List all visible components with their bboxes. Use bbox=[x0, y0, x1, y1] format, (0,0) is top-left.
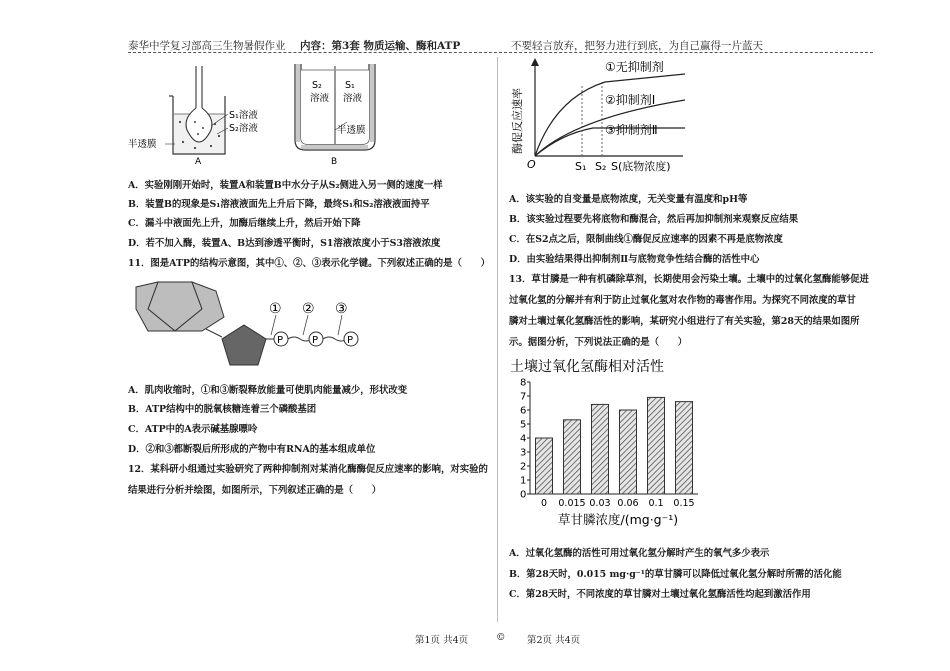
q11-option-b: B．ATP结构中的脱氧核糖连着三个磷酸基团 bbox=[128, 404, 317, 415]
label-device-b: B bbox=[331, 157, 338, 167]
y-tick-label: 5 bbox=[520, 419, 527, 431]
bar-0.15 bbox=[676, 402, 693, 494]
footer-page-1: 第1页 共4页 bbox=[415, 635, 469, 646]
chart-axes bbox=[530, 382, 698, 494]
q12-option-a: A．该实验的自变量是底物浓度，无关变量有温度和pH等 bbox=[509, 194, 748, 205]
bond-label-2: ② bbox=[302, 301, 315, 317]
inhibitor-figure bbox=[505, 58, 695, 178]
footer-page-2: 第2页 共4页 bbox=[527, 635, 581, 646]
bar-0.1 bbox=[648, 397, 665, 494]
x-tick-label: 0.15 bbox=[673, 498, 695, 509]
y-tick-label: 1 bbox=[520, 475, 527, 487]
y-tick-label: 7 bbox=[520, 391, 527, 403]
bar-0 bbox=[536, 438, 553, 494]
q11-stem: 11．图是ATP的结构示意图，其中①、②、③表示化学键。下列叙述正确的是（ ） bbox=[128, 258, 490, 269]
label-b-s2-solution: 溶液 bbox=[310, 93, 330, 104]
q12-stem-line-1: 12．某科研小组通过实验研究了两种抑制剂对某消化酶酶促反应速率的影响，对实验的 bbox=[128, 464, 488, 475]
y-axis-label: 酶促反应速率 bbox=[511, 88, 524, 154]
q11-option-c: C．ATP中的A表示碱基腺嘌呤 bbox=[128, 424, 258, 435]
header-divider bbox=[128, 52, 873, 53]
ribose-pentagon bbox=[222, 325, 266, 365]
q10-option-b: B．装置B的现象是S₁溶液液面先上升后下降，最终S₁和S₂溶液液面持平 bbox=[128, 199, 430, 210]
y-tick-label: 0 bbox=[520, 489, 527, 501]
label-device-a: A bbox=[195, 157, 202, 167]
y-tick-label: 3 bbox=[520, 447, 527, 459]
x-tick-label: 0.1 bbox=[648, 498, 664, 509]
label-s2-solution: S₂溶液 bbox=[229, 123, 258, 134]
bar-0.06 bbox=[620, 410, 637, 494]
bar-0.015 bbox=[564, 420, 581, 494]
s1-label: S₁ bbox=[575, 160, 587, 173]
q12-option-c: C．在S2点之后，限制曲线①酶促反应速率的因素不再是底物浓度 bbox=[509, 234, 783, 245]
q13-stem-line-1: 13．草甘膦是一种有机磷除草剂，长期使用会污染土壤。土壤中的过氧化氢酶能够促进 bbox=[509, 274, 869, 285]
header-school: 泰华中学复习部高三生物暑假作业 bbox=[128, 40, 286, 52]
chart-x-label: 草甘膦浓度/(mg·g⁻¹) bbox=[558, 512, 679, 527]
q10-option-a: A．实验刚刚开始时，装置A和装置B中水分子从S₂侧进入另一侧的速度一样 bbox=[128, 180, 443, 191]
label-b-s1-solution: 溶液 bbox=[343, 93, 363, 104]
curve-3-label: ③抑制剂Ⅱ bbox=[605, 123, 658, 137]
q13-option-b: B．第28天时，0.015 mg·g⁻¹的草甘膦可以降低过氧化氢分解时所需的活化能 bbox=[509, 569, 842, 580]
phosphate-label-2: P bbox=[312, 335, 319, 346]
header-motto: 不要轻言放弃，把努力进行到底，为自己赢得一片蓝天 bbox=[511, 40, 763, 52]
q13-stem-line-2: 过氧化氢的分解并有利于防止过氧化氢对农作物的毒害作用。为探究不同浓度的草甘 bbox=[509, 295, 856, 306]
s2-label: S₂ bbox=[595, 160, 607, 173]
y-tick-label: 8 bbox=[520, 377, 527, 389]
label-b-s1: S₁ bbox=[345, 80, 355, 91]
chart-title: 土壤过氧化氢酶相对活性 bbox=[510, 359, 664, 375]
q12-stem-line-2: 结果进行分析并绘图，如图所示，下列叙述正确的是（ ） bbox=[128, 485, 382, 496]
label-b-s2: S₂ bbox=[312, 80, 322, 91]
q11-option-a: A．肌肉收缩时，①和③断裂释放能量可使肌肉能量减少，形状改变 bbox=[128, 385, 408, 396]
q13-option-a: A．过氧化氢酶的活性可用过氧化氢分解时产生的氧气多少表示 bbox=[509, 548, 770, 559]
x-tick-label: 0.06 bbox=[617, 498, 639, 509]
q13-option-c: C．第28天时，不同浓度的草甘膦对土壤过氧化氢酶活性均起到激活作用 bbox=[509, 589, 811, 600]
x-tick-label: 0 bbox=[540, 498, 548, 509]
phosphate-label-1: P bbox=[277, 335, 284, 346]
bond-label-1: ① bbox=[269, 301, 282, 317]
x-tick-label: 0.015 bbox=[558, 498, 586, 509]
atp-structure-figure bbox=[128, 273, 368, 373]
x-axis-label: S(底物浓度) bbox=[611, 160, 671, 173]
header-content: 内容：第3套 物质运输、酶和ATP bbox=[300, 40, 461, 52]
device-a bbox=[165, 66, 228, 154]
bond-label-3: ③ bbox=[335, 301, 348, 317]
label-membrane-b: 半透膜 bbox=[337, 125, 366, 136]
y-tick-label: 2 bbox=[520, 461, 527, 473]
catalase-bar-chart bbox=[506, 355, 706, 535]
curve-2-label: ②抑制剂Ⅰ bbox=[605, 93, 656, 107]
q10-option-c: C．漏斗中液面先上升，加酶后继续上升，然后开始下降 bbox=[128, 218, 361, 229]
device-b bbox=[295, 64, 375, 150]
origin-label: O bbox=[527, 158, 536, 171]
q10-option-d: D．若不加入酶，装置A、B达到渗透平衡时，S1溶液浓度小于S3溶液浓度 bbox=[128, 238, 441, 249]
x-tick-label: 0.03 bbox=[589, 498, 611, 509]
column-divider bbox=[497, 57, 498, 622]
y-tick-labels bbox=[520, 378, 530, 501]
y-tick-label: 4 bbox=[520, 433, 527, 445]
label-s1-solution: S₁溶液 bbox=[229, 110, 258, 121]
q13-stem-line-4: 示。据图分析，下列说法正确的是（ ） bbox=[509, 337, 688, 348]
q12-option-b: B．该实验过程要先将底物和酶混合，然后再加抑制剂来观察反应结果 bbox=[509, 214, 799, 225]
bar-0.03 bbox=[592, 404, 609, 494]
curve-1-label: ①无抑制剂 bbox=[605, 60, 664, 74]
label-membrane-a: 半透膜 bbox=[128, 139, 157, 150]
footer-copyright: © bbox=[496, 632, 506, 643]
phosphate-label-3: P bbox=[347, 335, 354, 346]
x-tick-labels bbox=[541, 498, 695, 509]
curve-no-inhibitor bbox=[535, 74, 685, 156]
y-tick-label: 6 bbox=[520, 405, 527, 417]
q12-option-d: D．由实验结果得出抑制剂Ⅱ与底物竞争性结合酶的活性中心 bbox=[509, 254, 760, 265]
q11-option-d: D．②和③都断裂后所形成的产物中有RNA的基本组成单位 bbox=[128, 444, 376, 455]
osmosis-figure bbox=[125, 58, 395, 170]
q13-stem-line-3: 膦对土壤过氧化氢酶活性的影响，某研究小组进行了有关实验，第28天的结果如图所 bbox=[509, 316, 860, 327]
chart-bars bbox=[536, 397, 693, 494]
